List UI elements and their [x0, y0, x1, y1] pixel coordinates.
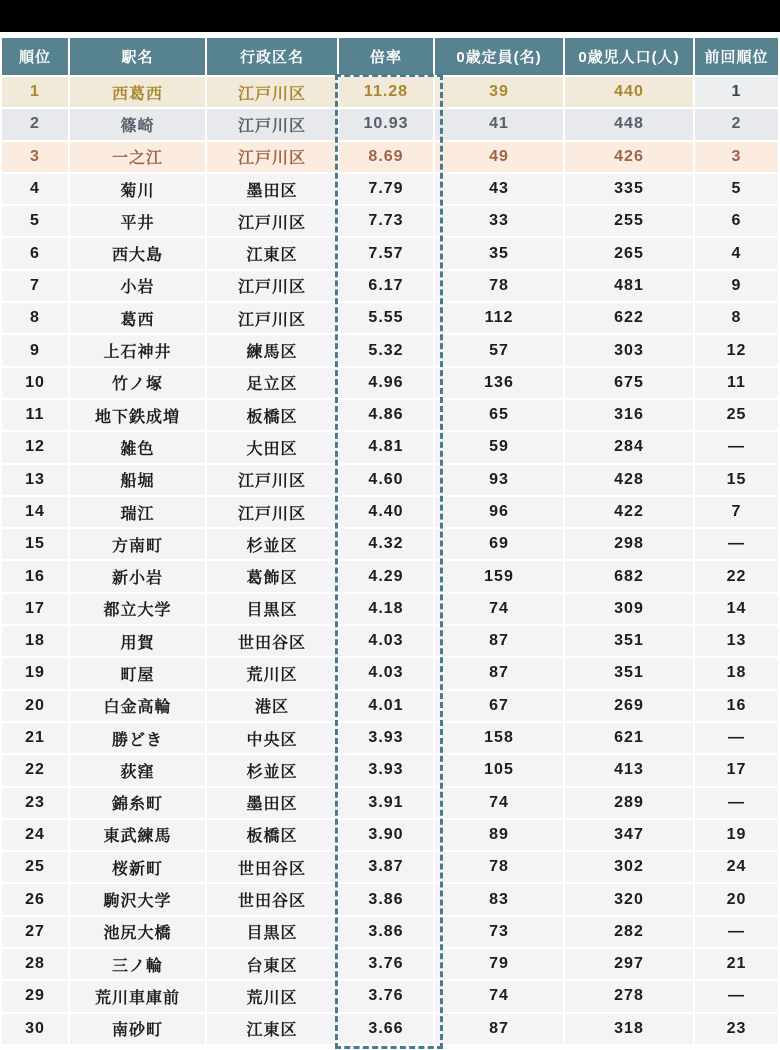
cell-prev-rank: 6 — [695, 206, 778, 236]
cell-ward: 江戸川区 — [207, 271, 337, 301]
cell-prev-rank: 3 — [695, 142, 778, 172]
cell-population: 316 — [565, 400, 693, 430]
column-header-population: 0歳児人口(人) — [565, 38, 693, 75]
cell-capacity: 69 — [435, 529, 563, 559]
cell-capacity: 33 — [435, 206, 563, 236]
cell-capacity: 41 — [435, 109, 563, 139]
table-row — [2, 1014, 778, 1044]
cell-station: 駒沢大学 — [70, 884, 205, 914]
cell-station: 桜新町 — [70, 852, 205, 882]
cell-rank: 29 — [2, 981, 68, 1011]
ranking-table — [0, 36, 780, 1046]
cell-ward: 荒川区 — [207, 981, 337, 1011]
cell-population: 621 — [565, 723, 693, 753]
cell-capacity: 105 — [435, 755, 563, 785]
cell-prev-rank: 25 — [695, 400, 778, 430]
cell-rank: 22 — [2, 755, 68, 785]
cell-ward: 板橋区 — [207, 820, 337, 850]
cell-ratio: 7.79 — [339, 174, 433, 204]
cell-population: 302 — [565, 852, 693, 882]
cell-ratio: 3.90 — [339, 820, 433, 850]
cell-station: 瑞江 — [70, 497, 205, 527]
cell-station: 西大島 — [70, 238, 205, 268]
cell-capacity: 67 — [435, 691, 563, 721]
cell-prev-rank: 13 — [695, 626, 778, 656]
cell-population: 284 — [565, 432, 693, 462]
cell-ratio: 6.17 — [339, 271, 433, 301]
cell-ratio: 4.81 — [339, 432, 433, 462]
cell-ratio: 7.57 — [339, 238, 433, 268]
cell-population: 320 — [565, 884, 693, 914]
cell-rank: 26 — [2, 884, 68, 914]
cell-station: 池尻大橋 — [70, 917, 205, 947]
cell-prev-rank: 2 — [695, 109, 778, 139]
cell-prev-rank: 17 — [695, 755, 778, 785]
cell-rank: 17 — [2, 594, 68, 624]
table-row — [2, 109, 778, 139]
cell-ratio: 4.03 — [339, 658, 433, 688]
table-row — [2, 497, 778, 527]
cell-ratio: 3.66 — [339, 1014, 433, 1044]
cell-rank: 11 — [2, 400, 68, 430]
cell-station: 南砂町 — [70, 1014, 205, 1044]
cell-ward: 練馬区 — [207, 335, 337, 365]
cell-capacity: 83 — [435, 884, 563, 914]
cell-ratio: 3.91 — [339, 788, 433, 818]
cell-ratio: 3.86 — [339, 884, 433, 914]
cell-ward: 大田区 — [207, 432, 337, 462]
cell-prev-rank: 23 — [695, 1014, 778, 1044]
cell-rank: 2 — [2, 109, 68, 139]
cell-ward: 足立区 — [207, 368, 337, 398]
cell-prev-rank: 15 — [695, 465, 778, 495]
table-row — [2, 400, 778, 430]
cell-station: 地下鉄成増 — [70, 400, 205, 430]
cell-population: 318 — [565, 1014, 693, 1044]
cell-ward: 世田谷区 — [207, 852, 337, 882]
cell-rank: 13 — [2, 465, 68, 495]
table-row — [2, 206, 778, 236]
cell-station: 小岩 — [70, 271, 205, 301]
cell-population: 303 — [565, 335, 693, 365]
table-row — [2, 820, 778, 850]
table-row — [2, 981, 778, 1011]
cell-ward: 墨田区 — [207, 788, 337, 818]
table-row — [2, 174, 778, 204]
cell-ward: 目黒区 — [207, 594, 337, 624]
cell-population: 347 — [565, 820, 693, 850]
cell-capacity: 89 — [435, 820, 563, 850]
cell-prev-rank: — — [695, 529, 778, 559]
cell-prev-rank: — — [695, 917, 778, 947]
cell-prev-rank: 9 — [695, 271, 778, 301]
cell-station: 葛西 — [70, 303, 205, 333]
cell-rank: 7 — [2, 271, 68, 301]
cell-capacity: 87 — [435, 658, 563, 688]
table-row — [2, 432, 778, 462]
cell-prev-rank: 5 — [695, 174, 778, 204]
cell-prev-rank: 24 — [695, 852, 778, 882]
header-row — [2, 38, 778, 75]
cell-rank: 20 — [2, 691, 68, 721]
cell-ward: 江戸川区 — [207, 303, 337, 333]
cell-ward: 江東区 — [207, 238, 337, 268]
cell-ratio: 8.69 — [339, 142, 433, 172]
table-row — [2, 626, 778, 656]
cell-rank: 30 — [2, 1014, 68, 1044]
cell-ward: 江戸川区 — [207, 206, 337, 236]
cell-ratio: 4.32 — [339, 529, 433, 559]
cell-station: 錦糸町 — [70, 788, 205, 818]
cell-ratio: 4.86 — [339, 400, 433, 430]
cell-capacity: 74 — [435, 981, 563, 1011]
cell-population: 422 — [565, 497, 693, 527]
cell-population: 269 — [565, 691, 693, 721]
table-row — [2, 884, 778, 914]
cell-rank: 15 — [2, 529, 68, 559]
cell-capacity: 93 — [435, 465, 563, 495]
cell-ratio: 4.03 — [339, 626, 433, 656]
cell-ward: 墨田区 — [207, 174, 337, 204]
cell-station: 三ノ輪 — [70, 949, 205, 979]
cell-station: 新小岩 — [70, 561, 205, 591]
cell-ratio: 10.93 — [339, 109, 433, 139]
cell-ward: 江戸川区 — [207, 465, 337, 495]
cell-rank: 28 — [2, 949, 68, 979]
cell-population: 675 — [565, 368, 693, 398]
cell-station: 方南町 — [70, 529, 205, 559]
cell-ward: 江東区 — [207, 1014, 337, 1044]
cell-rank: 6 — [2, 238, 68, 268]
cell-station: 一之江 — [70, 142, 205, 172]
cell-station: 船堀 — [70, 465, 205, 495]
cell-ratio: 4.29 — [339, 561, 433, 591]
cell-capacity: 74 — [435, 594, 563, 624]
cell-population: 335 — [565, 174, 693, 204]
cell-prev-rank: 14 — [695, 594, 778, 624]
cell-capacity: 59 — [435, 432, 563, 462]
cell-rank: 27 — [2, 917, 68, 947]
cell-capacity: 73 — [435, 917, 563, 947]
cell-capacity: 159 — [435, 561, 563, 591]
cell-prev-rank: 7 — [695, 497, 778, 527]
cell-population: 289 — [565, 788, 693, 818]
cell-prev-rank: 16 — [695, 691, 778, 721]
cell-population: 428 — [565, 465, 693, 495]
cell-capacity: 65 — [435, 400, 563, 430]
cell-ratio: 4.96 — [339, 368, 433, 398]
column-header-prev-rank: 前回順位 — [695, 38, 778, 75]
cell-rank: 19 — [2, 658, 68, 688]
cell-station: 竹ノ塚 — [70, 368, 205, 398]
cell-prev-rank: — — [695, 432, 778, 462]
cell-ratio: 4.18 — [339, 594, 433, 624]
cell-ratio: 4.01 — [339, 691, 433, 721]
cell-ward: 世田谷区 — [207, 626, 337, 656]
table-row — [2, 917, 778, 947]
cell-rank: 23 — [2, 788, 68, 818]
cell-capacity: 74 — [435, 788, 563, 818]
cell-prev-rank: 18 — [695, 658, 778, 688]
cell-prev-rank: 1 — [695, 77, 778, 107]
table-row — [2, 271, 778, 301]
cell-ward: 板橋区 — [207, 400, 337, 430]
cell-capacity: 35 — [435, 238, 563, 268]
table-row — [2, 77, 778, 107]
cell-capacity: 158 — [435, 723, 563, 753]
cell-prev-rank: 11 — [695, 368, 778, 398]
cell-population: 309 — [565, 594, 693, 624]
cell-population: 448 — [565, 109, 693, 139]
cell-ward: 目黒区 — [207, 917, 337, 947]
cell-rank: 8 — [2, 303, 68, 333]
cell-prev-rank: 8 — [695, 303, 778, 333]
cell-population: 481 — [565, 271, 693, 301]
table-row — [2, 142, 778, 172]
cell-ward: 江戸川区 — [207, 77, 337, 107]
cell-capacity: 136 — [435, 368, 563, 398]
cell-rank: 24 — [2, 820, 68, 850]
cell-station: 荒川車庫前 — [70, 981, 205, 1011]
cell-population: 255 — [565, 206, 693, 236]
cell-ratio: 11.28 — [339, 77, 433, 107]
cell-station: 町屋 — [70, 658, 205, 688]
top-bar — [0, 0, 780, 32]
cell-station: 白金高輪 — [70, 691, 205, 721]
cell-rank: 12 — [2, 432, 68, 462]
cell-ward: 杉並区 — [207, 755, 337, 785]
cell-ratio: 3.87 — [339, 852, 433, 882]
cell-capacity: 78 — [435, 271, 563, 301]
cell-rank: 21 — [2, 723, 68, 753]
cell-population: 297 — [565, 949, 693, 979]
table-row — [2, 852, 778, 882]
table-row — [2, 755, 778, 785]
cell-rank: 25 — [2, 852, 68, 882]
cell-rank: 16 — [2, 561, 68, 591]
cell-ward: 江戸川区 — [207, 109, 337, 139]
cell-ward: 荒川区 — [207, 658, 337, 688]
cell-prev-rank: 22 — [695, 561, 778, 591]
cell-ratio: 3.86 — [339, 917, 433, 947]
cell-ward: 世田谷区 — [207, 884, 337, 914]
cell-station: 雑色 — [70, 432, 205, 462]
cell-ratio: 3.93 — [339, 755, 433, 785]
table-row — [2, 335, 778, 365]
cell-population: 298 — [565, 529, 693, 559]
column-header-capacity: 0歳定員(名) — [435, 38, 563, 75]
cell-population: 278 — [565, 981, 693, 1011]
cell-station: 荻窪 — [70, 755, 205, 785]
table-row — [2, 561, 778, 591]
cell-capacity: 87 — [435, 1014, 563, 1044]
cell-rank: 5 — [2, 206, 68, 236]
cell-capacity: 43 — [435, 174, 563, 204]
table-row — [2, 368, 778, 398]
cell-ward: 中央区 — [207, 723, 337, 753]
table-row — [2, 594, 778, 624]
cell-capacity: 49 — [435, 142, 563, 172]
cell-population: 440 — [565, 77, 693, 107]
cell-ward: 江戸川区 — [207, 497, 337, 527]
cell-station: 都立大学 — [70, 594, 205, 624]
cell-population: 413 — [565, 755, 693, 785]
cell-station: 西葛西 — [70, 77, 205, 107]
cell-prev-rank: — — [695, 723, 778, 753]
cell-ratio: 4.60 — [339, 465, 433, 495]
cell-station: 上石神井 — [70, 335, 205, 365]
table-row — [2, 949, 778, 979]
column-header-rank: 順位 — [2, 38, 68, 75]
cell-prev-rank: 21 — [695, 949, 778, 979]
table-row — [2, 303, 778, 333]
cell-prev-rank: 19 — [695, 820, 778, 850]
cell-station: 平井 — [70, 206, 205, 236]
cell-ward: 台東区 — [207, 949, 337, 979]
cell-population: 351 — [565, 626, 693, 656]
cell-ratio: 3.76 — [339, 949, 433, 979]
cell-station: 東武練馬 — [70, 820, 205, 850]
cell-rank: 10 — [2, 368, 68, 398]
table-row — [2, 788, 778, 818]
cell-capacity: 96 — [435, 497, 563, 527]
cell-station: 勝どき — [70, 723, 205, 753]
cell-rank: 9 — [2, 335, 68, 365]
cell-rank: 14 — [2, 497, 68, 527]
cell-capacity: 112 — [435, 303, 563, 333]
cell-capacity: 78 — [435, 852, 563, 882]
table-row — [2, 723, 778, 753]
cell-ratio: 4.40 — [339, 497, 433, 527]
cell-ratio: 5.32 — [339, 335, 433, 365]
cell-population: 282 — [565, 917, 693, 947]
cell-population: 426 — [565, 142, 693, 172]
table-row — [2, 658, 778, 688]
cell-prev-rank: 12 — [695, 335, 778, 365]
column-header-ward: 行政区名 — [207, 38, 337, 75]
table-row — [2, 529, 778, 559]
column-header-station: 駅名 — [70, 38, 205, 75]
table-row — [2, 691, 778, 721]
cell-rank: 18 — [2, 626, 68, 656]
cell-station: 用賀 — [70, 626, 205, 656]
cell-rank: 1 — [2, 77, 68, 107]
cell-ward: 江戸川区 — [207, 142, 337, 172]
cell-ratio: 7.73 — [339, 206, 433, 236]
cell-prev-rank: 4 — [695, 238, 778, 268]
cell-capacity: 39 — [435, 77, 563, 107]
table-row — [2, 465, 778, 495]
cell-station: 菊川 — [70, 174, 205, 204]
cell-population: 622 — [565, 303, 693, 333]
cell-ward: 葛飾区 — [207, 561, 337, 591]
table-row — [2, 238, 778, 268]
cell-prev-rank: — — [695, 981, 778, 1011]
cell-prev-rank: — — [695, 788, 778, 818]
column-header-ratio: 倍率 — [339, 38, 433, 75]
cell-rank: 3 — [2, 142, 68, 172]
cell-ward: 港区 — [207, 691, 337, 721]
cell-ratio: 3.76 — [339, 981, 433, 1011]
cell-ratio: 5.55 — [339, 303, 433, 333]
cell-population: 682 — [565, 561, 693, 591]
cell-ward: 杉並区 — [207, 529, 337, 559]
cell-population: 351 — [565, 658, 693, 688]
cell-station: 篠崎 — [70, 109, 205, 139]
cell-population: 265 — [565, 238, 693, 268]
cell-prev-rank: 20 — [695, 884, 778, 914]
cell-capacity: 87 — [435, 626, 563, 656]
cell-ratio: 3.93 — [339, 723, 433, 753]
cell-capacity: 79 — [435, 949, 563, 979]
cell-capacity: 57 — [435, 335, 563, 365]
cell-rank: 4 — [2, 174, 68, 204]
